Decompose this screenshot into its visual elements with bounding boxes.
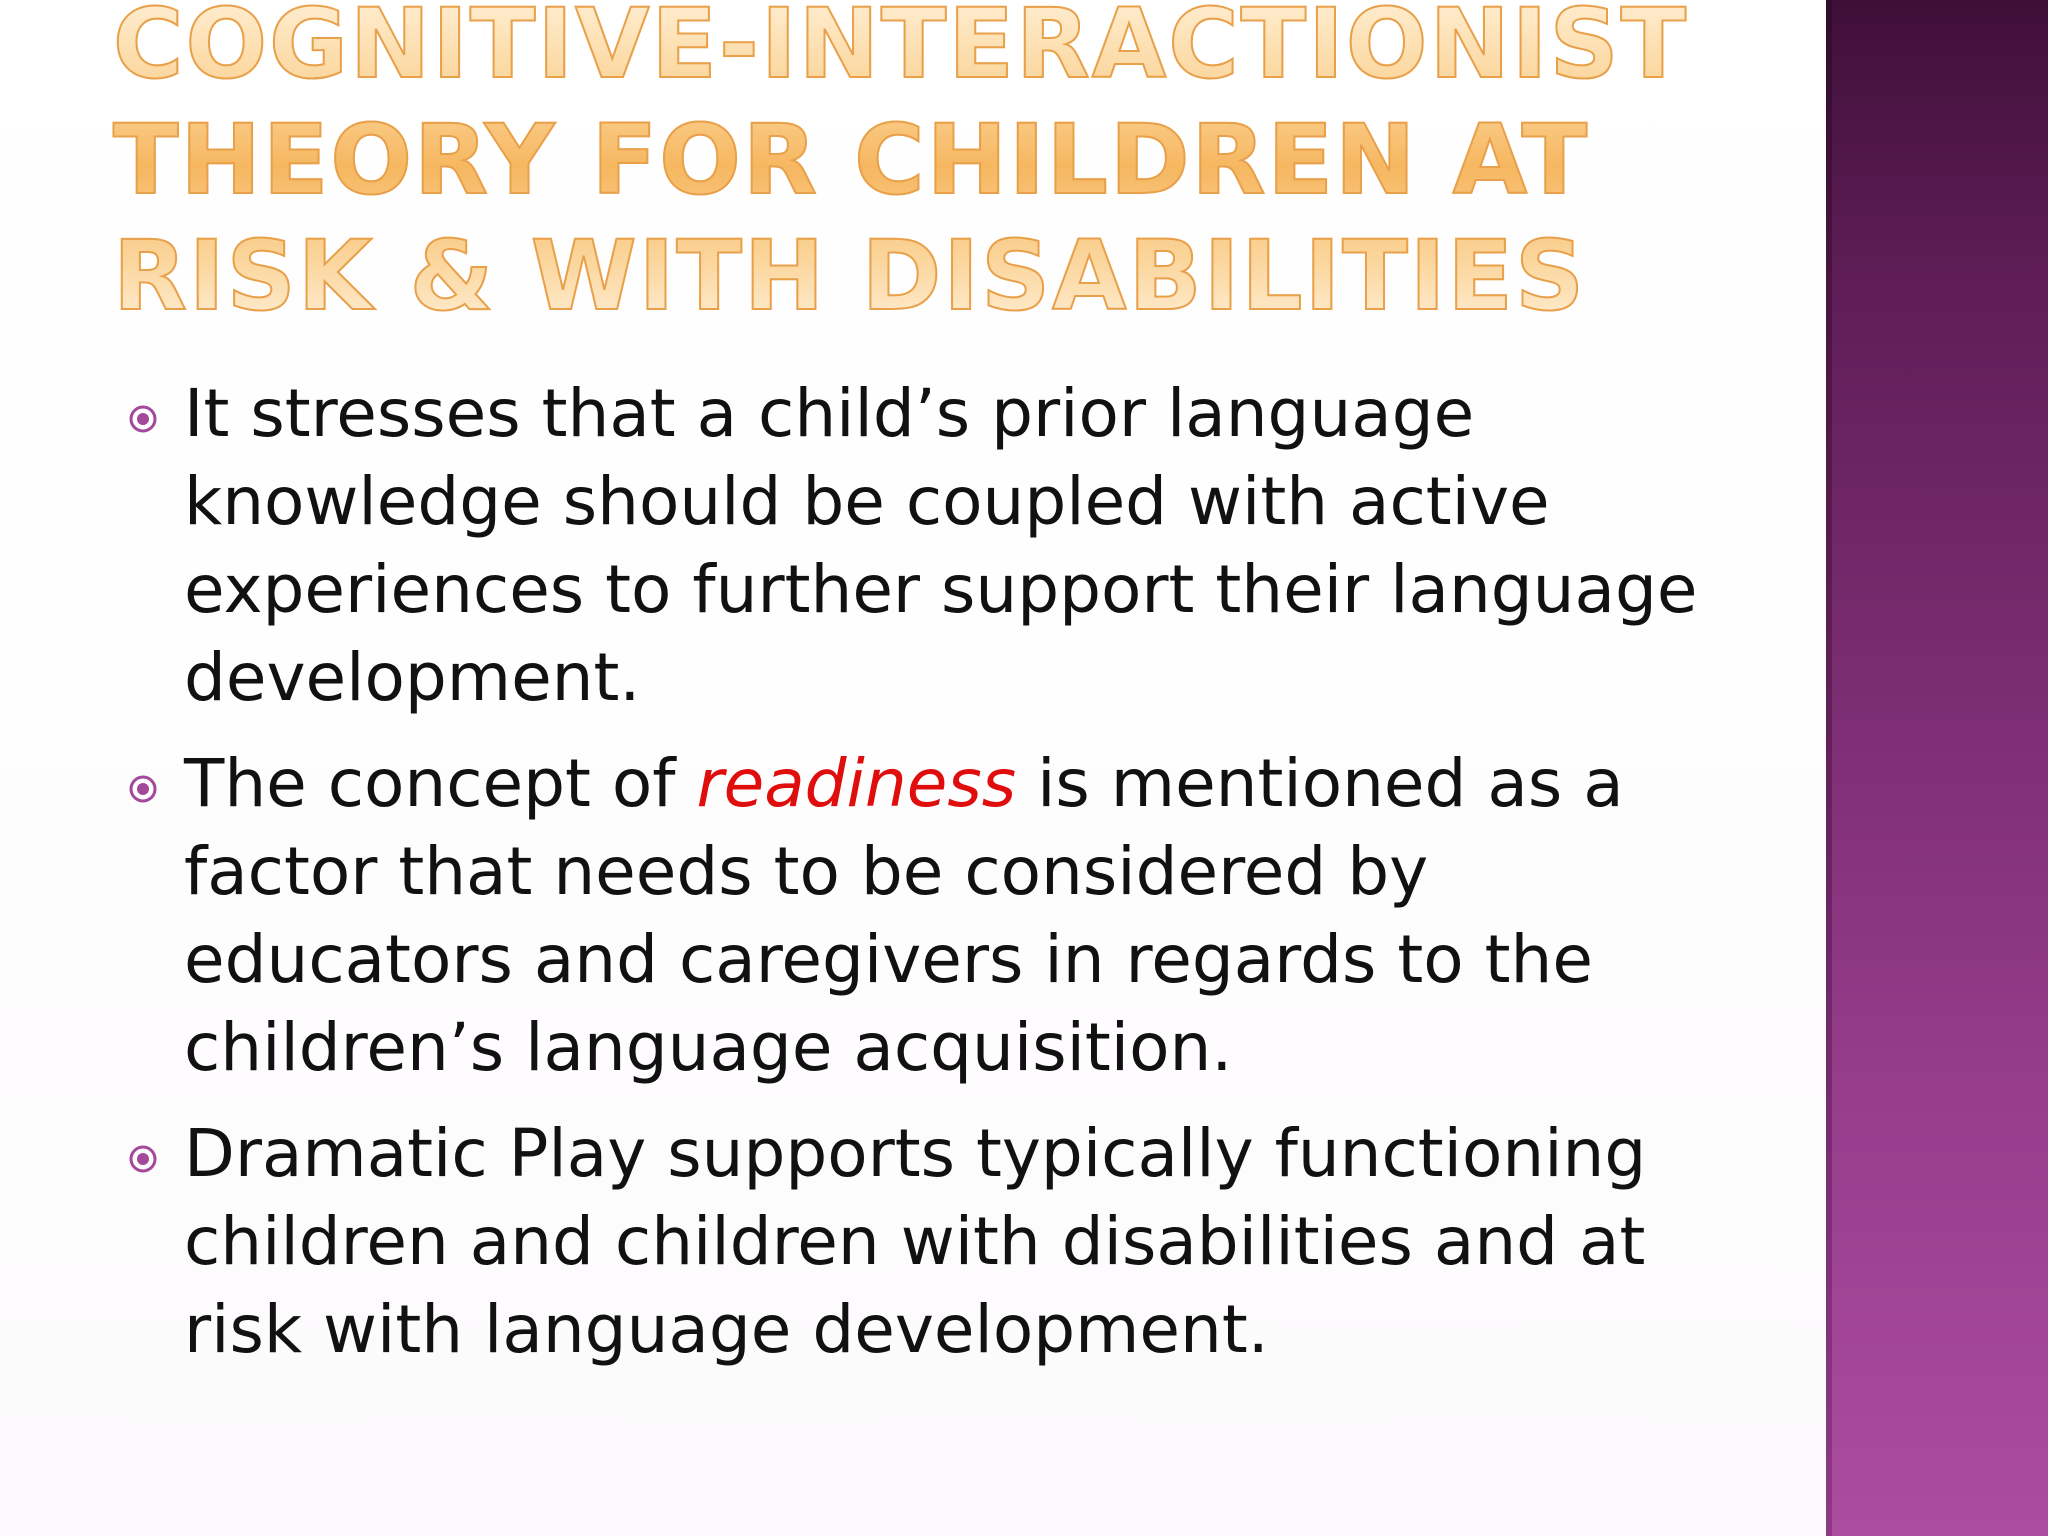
circled-dot-icon	[128, 774, 158, 804]
bullet-text-after: is mentioned as a factor that needs to be considered by educators and caregivers in regards to the children’s language acquisition.	[184, 745, 1624, 1086]
bullet-item-3	[120, 1110, 1720, 1374]
bullet-text	[184, 745, 1624, 1086]
circled-dot-icon	[128, 404, 158, 434]
bullet-text-before: The concept of	[184, 745, 697, 822]
bullet-item-1	[120, 370, 1720, 722]
bullet-list	[120, 370, 1720, 1392]
decorative-side-band	[1826, 0, 2048, 1536]
bullet-text: It stresses that a child’s prior language knowledge should be coupled with active experiences to further support their language development.	[184, 375, 1698, 716]
circled-dot-icon	[128, 1144, 158, 1174]
emphasized-term: readiness	[696, 745, 1017, 822]
slide-title: COGNITIVE-INTERACTIONIST THEORY FOR CHILDREN AT RISK & WITH DISABILITIES	[113, 0, 1793, 334]
bullet-text: Dramatic Play supports typically functioning children and children with disabilities and at risk with language development.	[184, 1115, 1647, 1368]
bullet-item-2	[120, 740, 1720, 1092]
